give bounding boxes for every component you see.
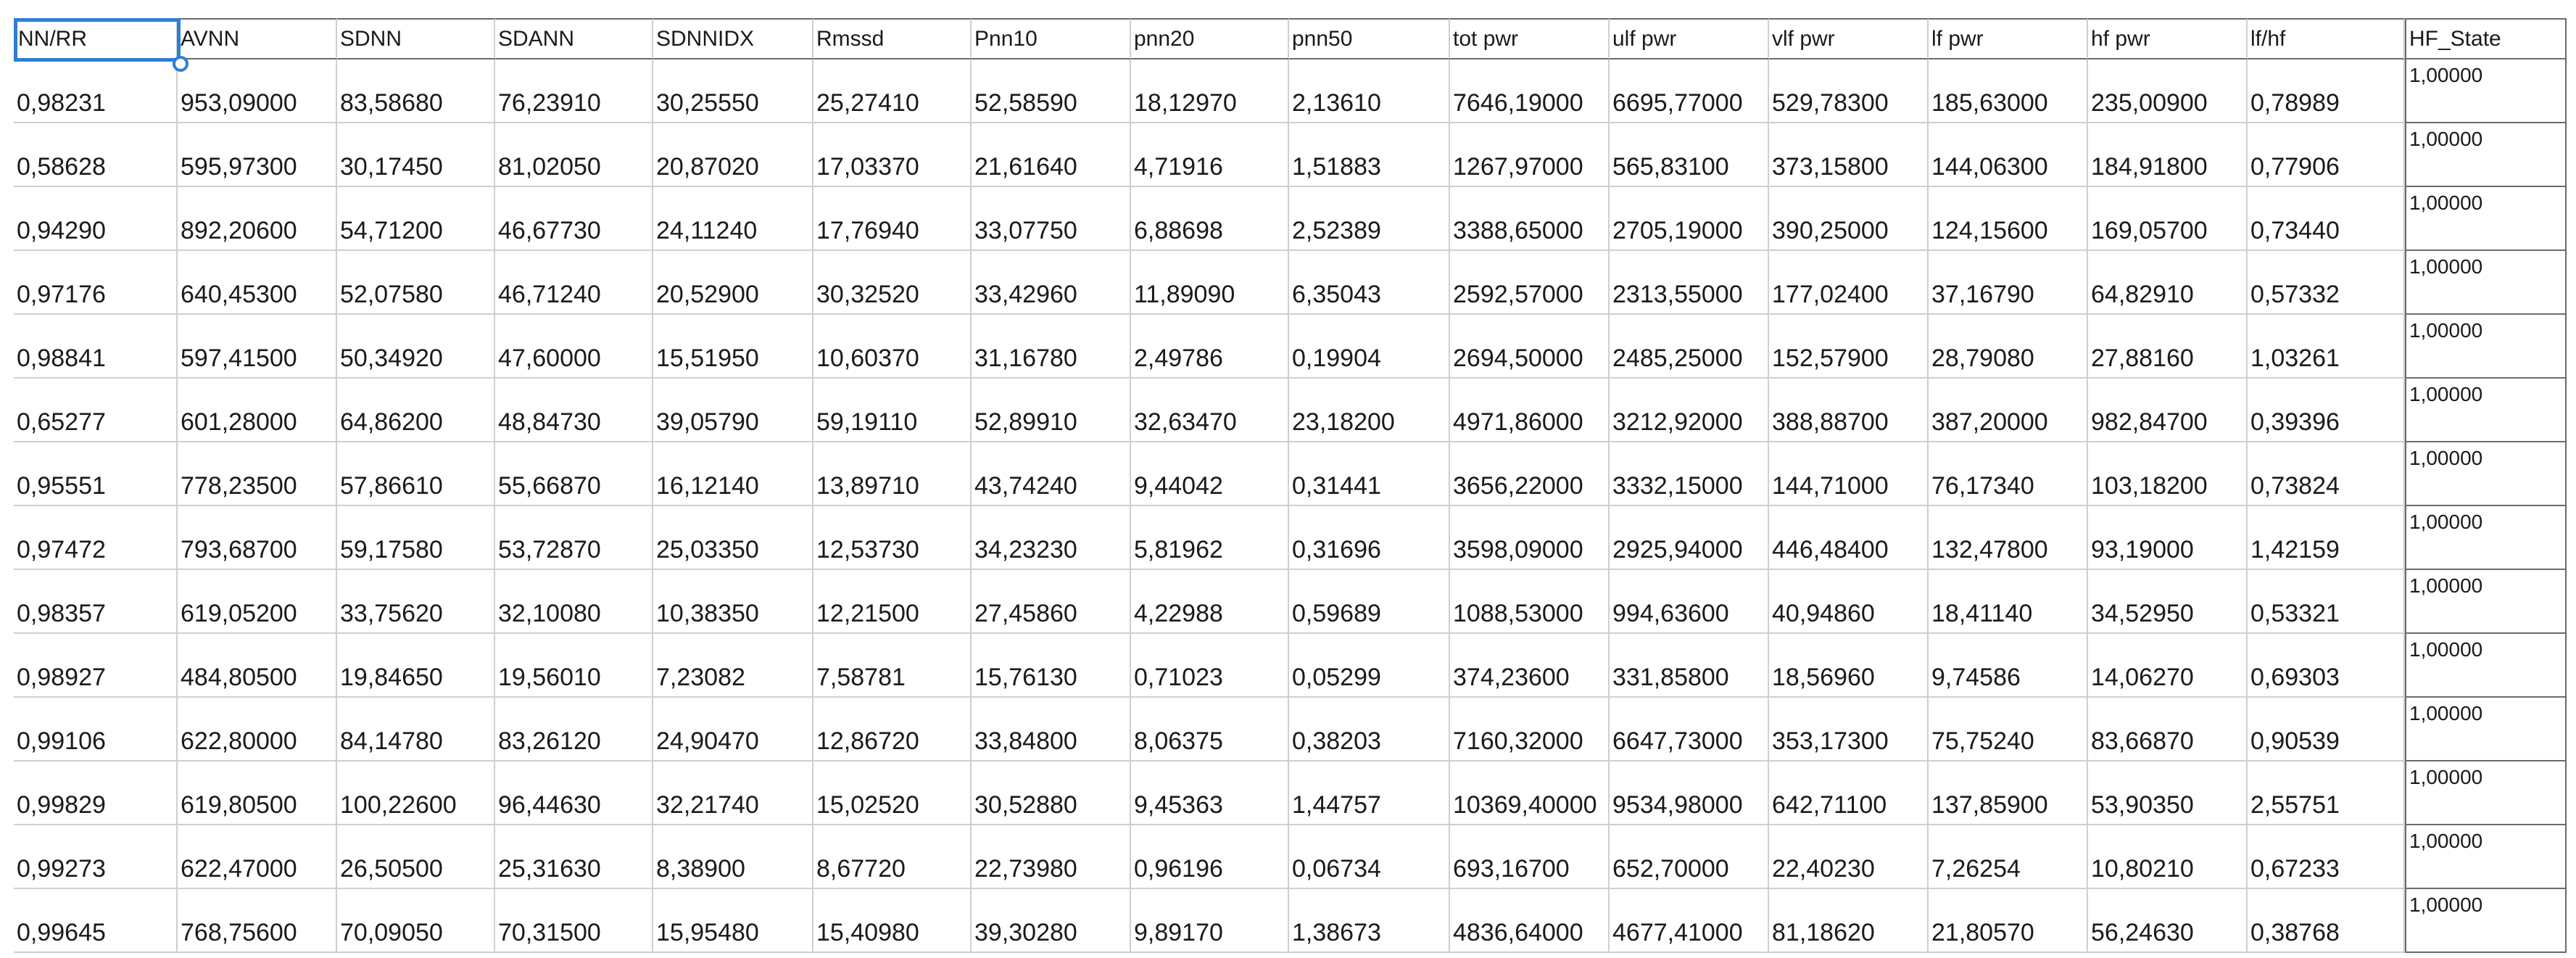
table-cell[interactable]: 26,50500 — [337, 825, 495, 889]
table-cell[interactable]: 0,38203 — [1289, 698, 1450, 761]
table-cell[interactable]: 19,84650 — [337, 634, 495, 698]
table-cell[interactable]: 52,89910 — [972, 379, 1131, 442]
table-cell[interactable]: 32,21740 — [653, 761, 813, 825]
table-cell[interactable]: 390,25000 — [1769, 187, 1929, 251]
table-cell[interactable]: 1267,97000 — [1450, 123, 1610, 187]
table-cell[interactable]: 152,57900 — [1769, 315, 1929, 379]
table-cell[interactable]: 47,60000 — [495, 315, 653, 379]
table-cell[interactable]: 70,31500 — [495, 889, 653, 953]
table-cell[interactable]: 9,74586 — [1929, 634, 2088, 698]
column-header[interactable]: AVNN — [178, 18, 337, 59]
table-cell[interactable]: 0,99829 — [14, 761, 178, 825]
table-cell[interactable]: 70,09050 — [337, 889, 495, 953]
table-cell[interactable]: 0,69303 — [2248, 634, 2405, 698]
table-cell[interactable]: 1,51883 — [1289, 123, 1450, 187]
column-header[interactable]: Pnn10 — [972, 18, 1131, 59]
table-cell[interactable]: 2705,19000 — [1610, 187, 1769, 251]
table-cell[interactable]: 24,11240 — [653, 187, 813, 251]
table-cell[interactable]: 0,71023 — [1131, 634, 1289, 698]
table-cell[interactable]: 0,99273 — [14, 825, 178, 889]
table-cell[interactable]: 83,58680 — [337, 59, 495, 123]
table-cell[interactable]: 0,39396 — [2248, 379, 2405, 442]
table-cell[interactable]: 23,18200 — [1289, 379, 1450, 442]
table-cell[interactable]: 484,80500 — [178, 634, 337, 698]
column-header[interactable]: ulf pwr — [1610, 18, 1769, 59]
table-cell[interactable]: 21,61640 — [972, 123, 1131, 187]
table-cell[interactable]: 32,10080 — [495, 570, 653, 634]
table-cell[interactable]: 2,52389 — [1289, 187, 1450, 251]
table-cell[interactable]: 2,13610 — [1289, 59, 1450, 123]
table-cell[interactable]: 43,74240 — [972, 442, 1131, 506]
table-cell[interactable]: 46,71240 — [495, 251, 653, 315]
table-cell[interactable]: 601,28000 — [178, 379, 337, 442]
column-header[interactable]: hf pwr — [2088, 18, 2248, 59]
table-cell[interactable]: 33,75620 — [337, 570, 495, 634]
table-cell[interactable]: 25,31630 — [495, 825, 653, 889]
table-cell[interactable]: 30,25550 — [653, 59, 813, 123]
table-cell[interactable]: 994,63600 — [1610, 570, 1769, 634]
table-cell[interactable]: 0,58628 — [14, 123, 178, 187]
table-cell[interactable]: 1,00000 — [2405, 825, 2567, 889]
table-cell[interactable]: 32,63470 — [1131, 379, 1289, 442]
table-cell[interactable]: 0,99645 — [14, 889, 178, 953]
table-cell[interactable]: 7646,19000 — [1450, 59, 1610, 123]
table-cell[interactable]: 144,71000 — [1769, 442, 1929, 506]
table-cell[interactable]: 83,66870 — [2088, 698, 2248, 761]
table-cell[interactable]: 0,98927 — [14, 634, 178, 698]
table-cell[interactable]: 33,84800 — [972, 698, 1131, 761]
table-cell[interactable]: 5,81962 — [1131, 506, 1289, 570]
table-cell[interactable]: 331,85800 — [1610, 634, 1769, 698]
table-cell[interactable]: 10,60370 — [813, 315, 972, 379]
table-cell[interactable]: 2313,55000 — [1610, 251, 1769, 315]
table-cell[interactable]: 1,00000 — [2405, 698, 2567, 761]
table-cell[interactable]: 8,38900 — [653, 825, 813, 889]
table-cell[interactable]: 0,78989 — [2248, 59, 2405, 123]
table-cell[interactable]: 93,19000 — [2088, 506, 2248, 570]
table-cell[interactable]: 597,41500 — [178, 315, 337, 379]
table-cell[interactable]: 3212,92000 — [1610, 379, 1769, 442]
table-cell[interactable]: 64,86200 — [337, 379, 495, 442]
table-cell[interactable]: 1,00000 — [2405, 123, 2567, 187]
table-cell[interactable]: 15,95480 — [653, 889, 813, 953]
table-cell[interactable]: 0,99106 — [14, 698, 178, 761]
table-cell[interactable]: 57,86610 — [337, 442, 495, 506]
table-cell[interactable]: 4,22988 — [1131, 570, 1289, 634]
table-cell[interactable]: 28,79080 — [1929, 315, 2088, 379]
table-cell[interactable]: 48,84730 — [495, 379, 653, 442]
table-cell[interactable]: 83,26120 — [495, 698, 653, 761]
table-cell[interactable]: 0,05299 — [1289, 634, 1450, 698]
table-cell[interactable]: 76,17340 — [1929, 442, 2088, 506]
column-header[interactable]: vlf pwr — [1769, 18, 1929, 59]
table-cell[interactable]: 25,03350 — [653, 506, 813, 570]
column-header[interactable]: SDANN — [495, 18, 653, 59]
table-cell[interactable]: 619,80500 — [178, 761, 337, 825]
table-cell[interactable]: 100,22600 — [337, 761, 495, 825]
table-cell[interactable]: 235,00900 — [2088, 59, 2248, 123]
table-cell[interactable]: 18,41140 — [1929, 570, 2088, 634]
table-cell[interactable]: 0,67233 — [2248, 825, 2405, 889]
table-cell[interactable]: 1,00000 — [2405, 315, 2567, 379]
table-cell[interactable]: 1,00000 — [2405, 889, 2567, 953]
table-cell[interactable]: 1,00000 — [2405, 251, 2567, 315]
table-cell[interactable]: 50,34920 — [337, 315, 495, 379]
column-header[interactable]: Rmssd — [813, 18, 972, 59]
table-cell[interactable]: 1,42159 — [2248, 506, 2405, 570]
table-cell[interactable]: 2592,57000 — [1450, 251, 1610, 315]
table-cell[interactable]: 21,80570 — [1929, 889, 2088, 953]
table-cell[interactable]: 39,05790 — [653, 379, 813, 442]
table-cell[interactable]: 0,31696 — [1289, 506, 1450, 570]
table-cell[interactable]: 59,17580 — [337, 506, 495, 570]
table-cell[interactable]: 6,35043 — [1289, 251, 1450, 315]
column-header[interactable]: NN/RR — [14, 18, 178, 59]
table-cell[interactable]: 0,97176 — [14, 251, 178, 315]
table-cell[interactable]: 565,83100 — [1610, 123, 1769, 187]
table-cell[interactable]: 622,80000 — [178, 698, 337, 761]
table-cell[interactable]: 13,89710 — [813, 442, 972, 506]
table-cell[interactable]: 10,80210 — [2088, 825, 2248, 889]
table-cell[interactable]: 12,86720 — [813, 698, 972, 761]
table-cell[interactable]: 6695,77000 — [1610, 59, 1769, 123]
table-cell[interactable]: 76,23910 — [495, 59, 653, 123]
table-cell[interactable]: 3332,15000 — [1610, 442, 1769, 506]
table-cell[interactable]: 374,23600 — [1450, 634, 1610, 698]
table-cell[interactable]: 778,23500 — [178, 442, 337, 506]
table-cell[interactable]: 81,02050 — [495, 123, 653, 187]
table-cell[interactable]: 56,24630 — [2088, 889, 2248, 953]
column-header[interactable]: lf/hf — [2248, 18, 2405, 59]
table-cell[interactable]: 529,78300 — [1769, 59, 1929, 123]
table-cell[interactable]: 103,18200 — [2088, 442, 2248, 506]
table-cell[interactable]: 185,63000 — [1929, 59, 2088, 123]
table-cell[interactable]: 622,47000 — [178, 825, 337, 889]
table-cell[interactable]: 0,53321 — [2248, 570, 2405, 634]
table-cell[interactable]: 693,16700 — [1450, 825, 1610, 889]
table-cell[interactable]: 0,31441 — [1289, 442, 1450, 506]
table-cell[interactable]: 2,49786 — [1131, 315, 1289, 379]
table-cell[interactable]: 640,45300 — [178, 251, 337, 315]
table-cell[interactable]: 53,90350 — [2088, 761, 2248, 825]
table-cell[interactable]: 4677,41000 — [1610, 889, 1769, 953]
table-cell[interactable]: 15,40980 — [813, 889, 972, 953]
table-cell[interactable]: 30,52880 — [972, 761, 1131, 825]
fill-handle[interactable] — [173, 56, 189, 72]
table-cell[interactable]: 0,65277 — [14, 379, 178, 442]
table-cell[interactable]: 0,98357 — [14, 570, 178, 634]
table-cell[interactable]: 642,71100 — [1769, 761, 1929, 825]
table-cell[interactable]: 12,21500 — [813, 570, 972, 634]
table-cell[interactable]: 446,48400 — [1769, 506, 1929, 570]
table-cell[interactable]: 892,20600 — [178, 187, 337, 251]
table-cell[interactable]: 1,44757 — [1289, 761, 1450, 825]
table-cell[interactable]: 18,56960 — [1769, 634, 1929, 698]
table-cell[interactable]: 33,07750 — [972, 187, 1131, 251]
table-cell[interactable]: 3598,09000 — [1450, 506, 1610, 570]
table-cell[interactable]: 387,20000 — [1929, 379, 2088, 442]
table-cell[interactable]: 6647,73000 — [1610, 698, 1769, 761]
table-cell[interactable]: 59,19110 — [813, 379, 972, 442]
table-cell[interactable]: 18,12970 — [1131, 59, 1289, 123]
table-cell[interactable]: 64,82910 — [2088, 251, 2248, 315]
table-cell[interactable]: 37,16790 — [1929, 251, 2088, 315]
table-cell[interactable]: 34,52950 — [2088, 570, 2248, 634]
table-cell[interactable]: 7,26254 — [1929, 825, 2088, 889]
table-cell[interactable]: 4836,64000 — [1450, 889, 1610, 953]
table-cell[interactable]: 953,09000 — [178, 59, 337, 123]
table-cell[interactable]: 12,53730 — [813, 506, 972, 570]
table-cell[interactable]: 40,94860 — [1769, 570, 1929, 634]
table-cell[interactable]: 132,47800 — [1929, 506, 2088, 570]
table-cell[interactable]: 3656,22000 — [1450, 442, 1610, 506]
table-cell[interactable]: 0,96196 — [1131, 825, 1289, 889]
column-header[interactable]: SDNNIDX — [653, 18, 813, 59]
column-header[interactable]: HF_State — [2405, 18, 2567, 59]
table-cell[interactable]: 124,15600 — [1929, 187, 2088, 251]
column-header[interactable]: lf pwr — [1929, 18, 2088, 59]
table-cell[interactable]: 10369,40000 — [1450, 761, 1610, 825]
column-header[interactable]: tot pwr — [1450, 18, 1610, 59]
table-cell[interactable]: 15,76130 — [972, 634, 1131, 698]
table-cell[interactable]: 1,00000 — [2405, 570, 2567, 634]
table-cell[interactable]: 1,00000 — [2405, 442, 2567, 506]
table-cell[interactable]: 9,44042 — [1131, 442, 1289, 506]
table-cell[interactable]: 144,06300 — [1929, 123, 2088, 187]
table-cell[interactable]: 0,77906 — [2248, 123, 2405, 187]
table-cell[interactable]: 19,56010 — [495, 634, 653, 698]
table-cell[interactable]: 0,59689 — [1289, 570, 1450, 634]
table-cell[interactable]: 4971,86000 — [1450, 379, 1610, 442]
table-cell[interactable]: 27,45860 — [972, 570, 1131, 634]
column-header[interactable]: pnn20 — [1131, 18, 1289, 59]
table-cell[interactable]: 17,03370 — [813, 123, 972, 187]
table-cell[interactable]: 177,02400 — [1769, 251, 1929, 315]
table-cell[interactable]: 14,06270 — [2088, 634, 2248, 698]
column-header[interactable]: pnn50 — [1289, 18, 1450, 59]
table-cell[interactable]: 4,71916 — [1131, 123, 1289, 187]
table-cell[interactable]: 0,98231 — [14, 59, 178, 123]
table-cell[interactable]: 33,42960 — [972, 251, 1131, 315]
table-cell[interactable]: 0,98841 — [14, 315, 178, 379]
table-cell[interactable]: 15,02520 — [813, 761, 972, 825]
table-cell[interactable]: 793,68700 — [178, 506, 337, 570]
table-cell[interactable]: 0,95551 — [14, 442, 178, 506]
table-cell[interactable]: 39,30280 — [972, 889, 1131, 953]
table-cell[interactable]: 2,55751 — [2248, 761, 2405, 825]
table-cell[interactable]: 30,17450 — [337, 123, 495, 187]
table-cell[interactable]: 8,06375 — [1131, 698, 1289, 761]
table-cell[interactable]: 84,14780 — [337, 698, 495, 761]
table-cell[interactable]: 96,44630 — [495, 761, 653, 825]
table-cell[interactable]: 3388,65000 — [1450, 187, 1610, 251]
table-cell[interactable]: 52,07580 — [337, 251, 495, 315]
table-cell[interactable]: 0,94290 — [14, 187, 178, 251]
table-cell[interactable]: 17,76940 — [813, 187, 972, 251]
table-cell[interactable]: 1,00000 — [2405, 634, 2567, 698]
table-cell[interactable]: 22,73980 — [972, 825, 1131, 889]
table-cell[interactable]: 31,16780 — [972, 315, 1131, 379]
table-cell[interactable]: 373,15800 — [1769, 123, 1929, 187]
table-cell[interactable]: 22,40230 — [1769, 825, 1929, 889]
table-cell[interactable]: 0,73440 — [2248, 187, 2405, 251]
table-cell[interactable]: 982,84700 — [2088, 379, 2248, 442]
table-cell[interactable]: 9534,98000 — [1610, 761, 1769, 825]
table-cell[interactable]: 1,00000 — [2405, 506, 2567, 570]
table-cell[interactable]: 53,72870 — [495, 506, 653, 570]
table-cell[interactable]: 169,05700 — [2088, 187, 2248, 251]
table-cell[interactable]: 0,90539 — [2248, 698, 2405, 761]
table-cell[interactable]: 25,27410 — [813, 59, 972, 123]
table-cell[interactable]: 2694,50000 — [1450, 315, 1610, 379]
table-cell[interactable]: 1088,53000 — [1450, 570, 1610, 634]
table-cell[interactable]: 388,88700 — [1769, 379, 1929, 442]
table-cell[interactable]: 1,03261 — [2248, 315, 2405, 379]
table-cell[interactable]: 55,66870 — [495, 442, 653, 506]
table-cell[interactable]: 15,51950 — [653, 315, 813, 379]
table-cell[interactable]: 1,00000 — [2405, 187, 2567, 251]
table-cell[interactable]: 353,17300 — [1769, 698, 1929, 761]
table-cell[interactable]: 9,45363 — [1131, 761, 1289, 825]
table-cell[interactable]: 1,00000 — [2405, 379, 2567, 442]
table-cell[interactable]: 0,19904 — [1289, 315, 1450, 379]
table-cell[interactable]: 0,73824 — [2248, 442, 2405, 506]
table-cell[interactable]: 10,38350 — [653, 570, 813, 634]
table-cell[interactable]: 30,32520 — [813, 251, 972, 315]
table-cell[interactable]: 2925,94000 — [1610, 506, 1769, 570]
table-cell[interactable]: 595,97300 — [178, 123, 337, 187]
table-cell[interactable]: 652,70000 — [1610, 825, 1769, 889]
table-cell[interactable]: 81,18620 — [1769, 889, 1929, 953]
table-cell[interactable]: 1,00000 — [2405, 59, 2567, 123]
table-cell[interactable]: 11,89090 — [1131, 251, 1289, 315]
table-cell[interactable]: 1,38673 — [1289, 889, 1450, 953]
table-cell[interactable]: 0,97472 — [14, 506, 178, 570]
table-cell[interactable]: 7160,32000 — [1450, 698, 1610, 761]
table-cell[interactable]: 6,88698 — [1131, 187, 1289, 251]
table-cell[interactable]: 34,23230 — [972, 506, 1131, 570]
table-cell[interactable]: 20,87020 — [653, 123, 813, 187]
table-cell[interactable]: 0,06734 — [1289, 825, 1450, 889]
table-cell[interactable]: 20,52900 — [653, 251, 813, 315]
table-cell[interactable]: 8,67720 — [813, 825, 972, 889]
table-cell[interactable]: 0,38768 — [2248, 889, 2405, 953]
table-cell[interactable]: 24,90470 — [653, 698, 813, 761]
table-cell[interactable]: 7,23082 — [653, 634, 813, 698]
table-cell[interactable]: 619,05200 — [178, 570, 337, 634]
table-cell[interactable]: 27,88160 — [2088, 315, 2248, 379]
table-cell[interactable]: 0,57332 — [2248, 251, 2405, 315]
table-cell[interactable]: 184,91800 — [2088, 123, 2248, 187]
table-cell[interactable]: 7,58781 — [813, 634, 972, 698]
table-cell[interactable]: 1,00000 — [2405, 761, 2567, 825]
table-cell[interactable]: 54,71200 — [337, 187, 495, 251]
table-cell[interactable]: 46,67730 — [495, 187, 653, 251]
table-cell[interactable]: 16,12140 — [653, 442, 813, 506]
table-cell[interactable]: 2485,25000 — [1610, 315, 1769, 379]
column-header[interactable]: SDNN — [337, 18, 495, 59]
table-cell[interactable]: 52,58590 — [972, 59, 1131, 123]
table-cell[interactable]: 768,75600 — [178, 889, 337, 953]
table-cell[interactable]: 137,85900 — [1929, 761, 2088, 825]
table-cell[interactable]: 75,75240 — [1929, 698, 2088, 761]
table-cell[interactable]: 9,89170 — [1131, 889, 1289, 953]
